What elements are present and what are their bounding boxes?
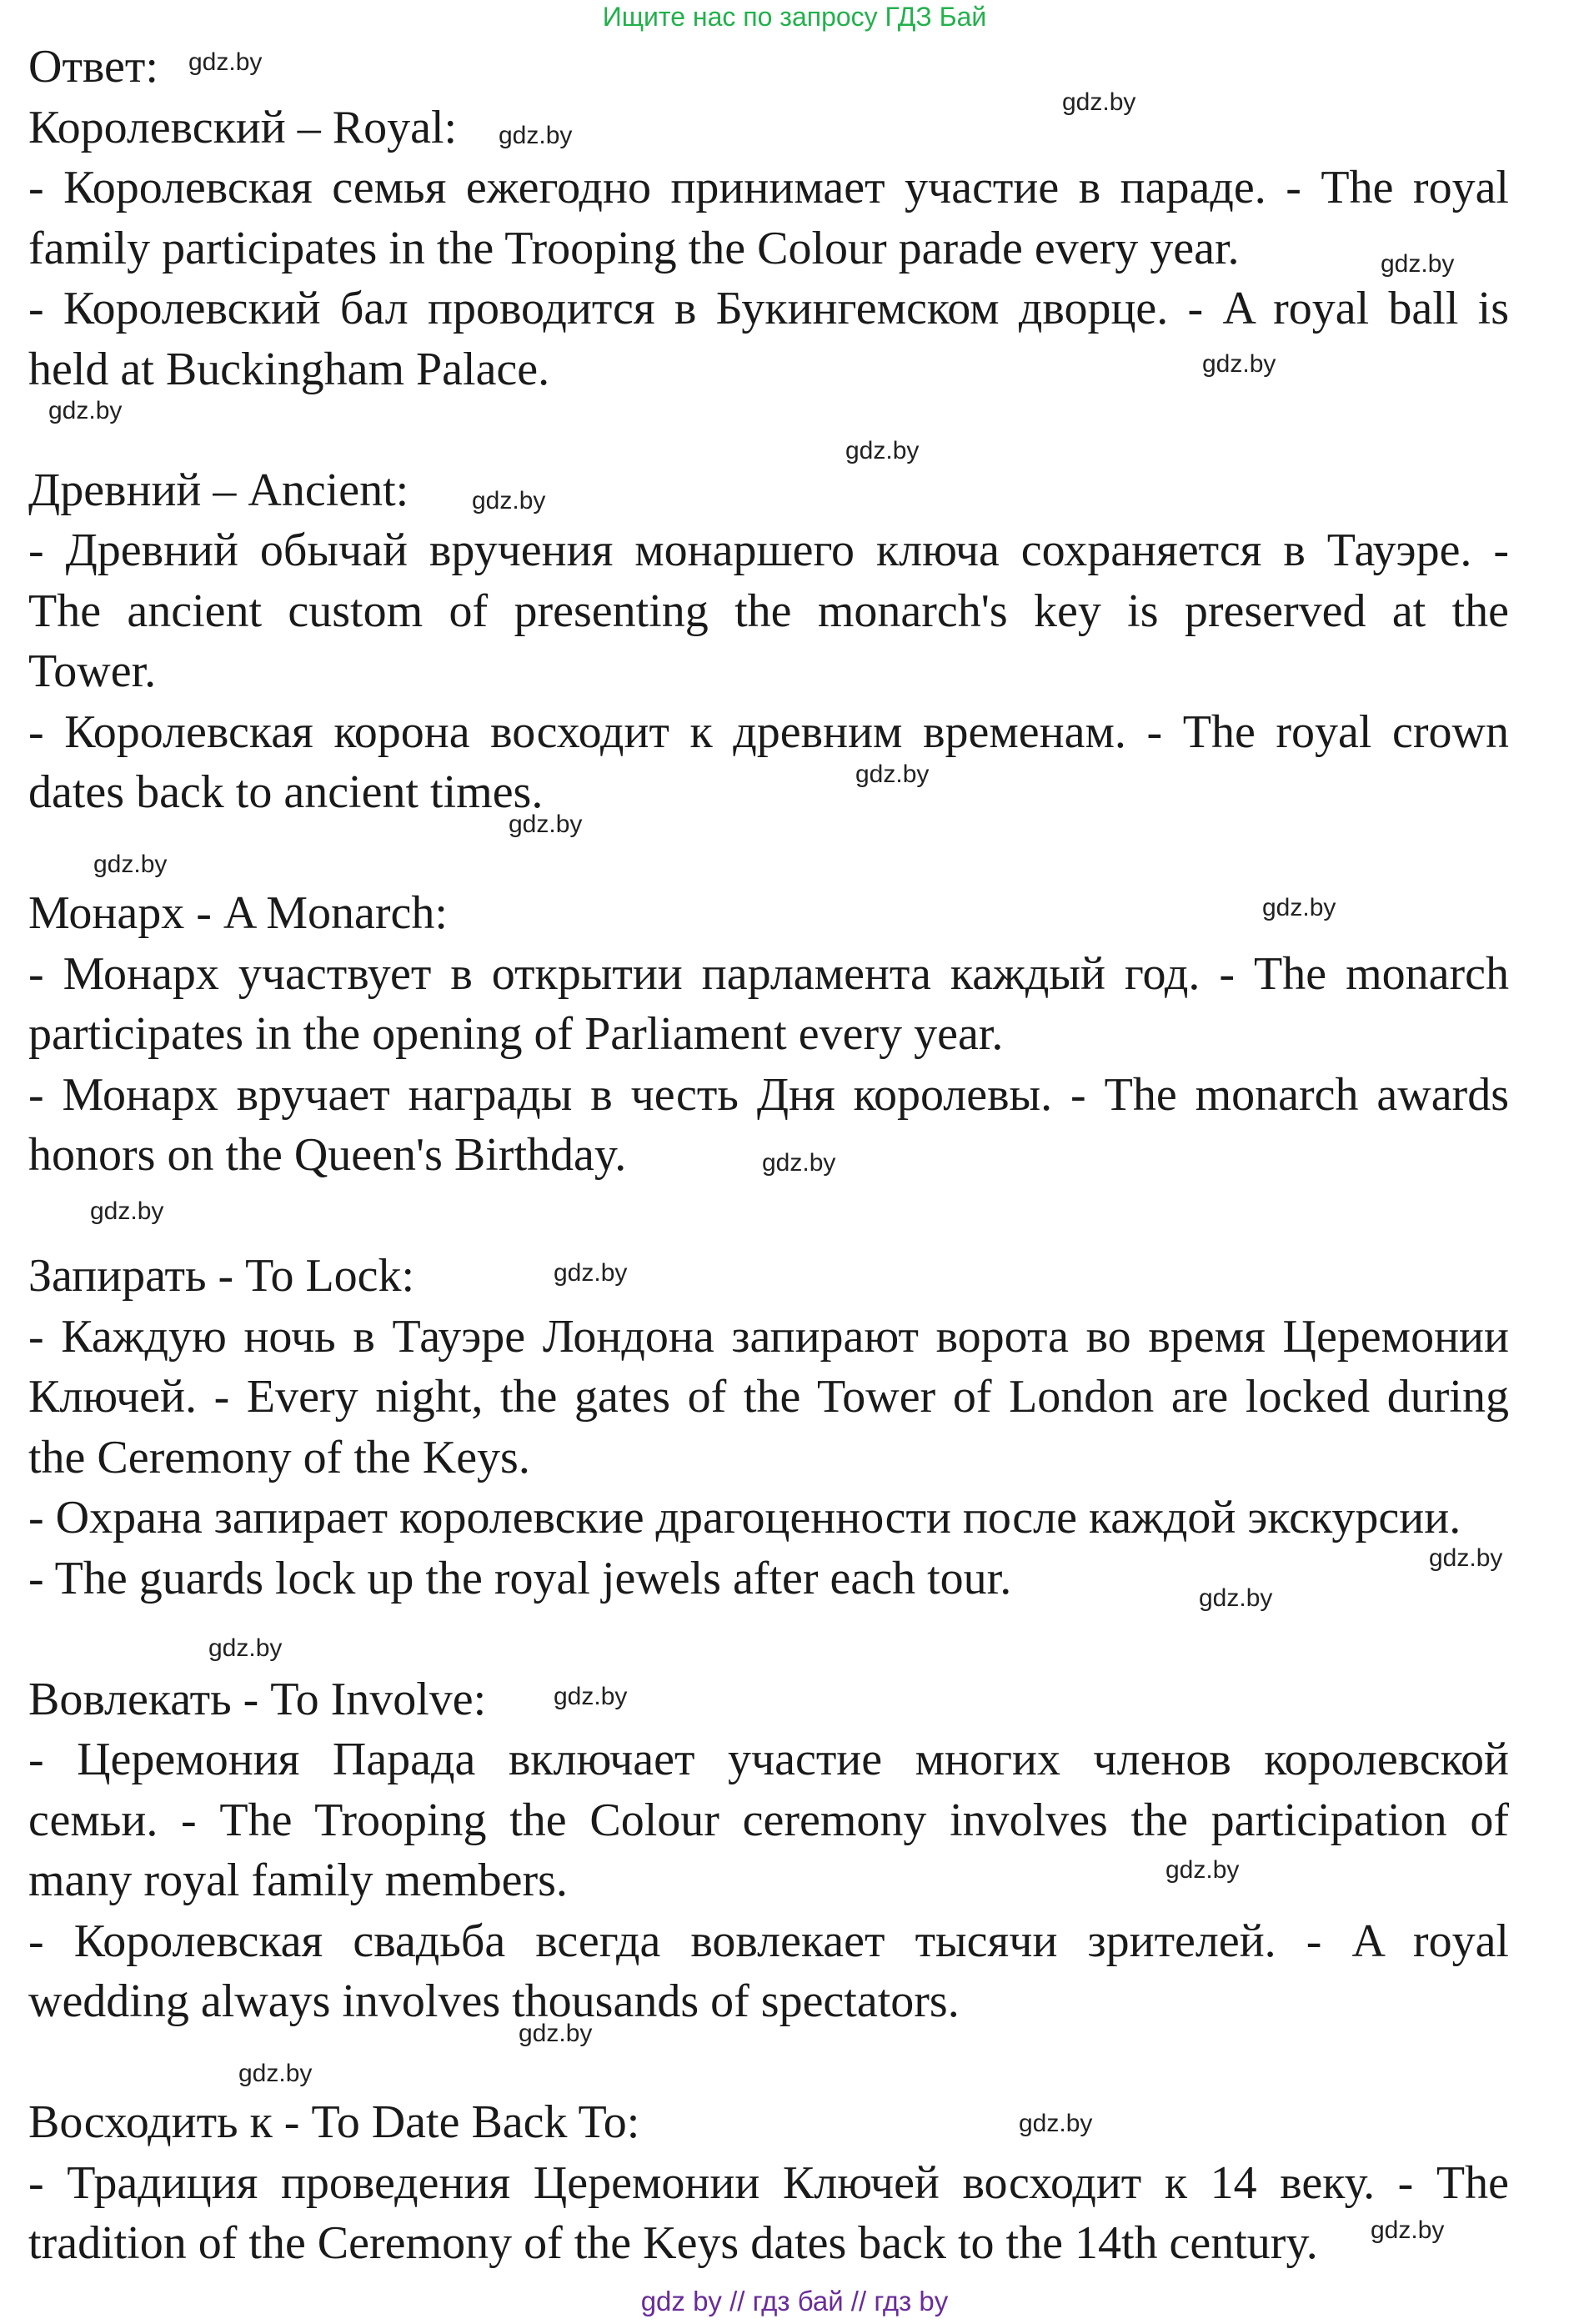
text-line: Ключей. - Every night, the gates of the Tower of London are locked during — [28, 1371, 1509, 1423]
watermark: gdz.by — [1262, 894, 1336, 921]
text-line: - Каждую ночь в Тауэре Лондона запирают ворота во время Церемонии — [28, 1310, 1509, 1363]
text-line: tradition of the Ceremony of the Keys dates back to the 14th century. — [28, 2217, 1318, 2269]
section-heading-monarch: Монарх - A Monarch: — [28, 887, 448, 939]
answer-heading: Ответ: — [28, 41, 158, 93]
watermark: gdz.by — [90, 1197, 164, 1225]
text-line: - The guards lock up the royal jewels after each tour. — [28, 1552, 1012, 1604]
section-heading-royal: Королевский – Royal: — [28, 101, 458, 153]
text-line: - Традиция проведения Церемонии Ключей восходит к 14 веку. - The — [28, 2156, 1509, 2209]
watermark: gdz.by — [1429, 1544, 1503, 1572]
watermark: gdz.by — [509, 811, 583, 838]
watermark: gdz.by — [855, 760, 930, 788]
text-line: the Ceremony of the Keys. — [28, 1431, 530, 1483]
watermark: gdz.by — [499, 122, 573, 149]
watermark: gdz.by — [93, 851, 168, 878]
watermark: gdz.by — [1202, 350, 1276, 378]
watermark: gdz.by — [1381, 250, 1455, 278]
text-line: dates back to ancient times. — [28, 766, 544, 818]
text-line: family participates in the Trooping the Colour parade every year. — [28, 222, 1240, 274]
text-line: - Охрана запирает королевские драгоценности после каждой экскурсии. — [28, 1492, 1461, 1543]
section-heading-involve: Вовлекать - To Involve: — [28, 1673, 487, 1725]
text-line: held at Buckingham Palace. — [28, 343, 550, 395]
text-line: - Древний обычай вручения монаршего ключа сохраняется в Тауэре. - — [28, 525, 1509, 576]
watermark: gdz.by — [238, 2060, 313, 2087]
watermark: gdz.by — [762, 1149, 836, 1177]
text-line: participates in the opening of Parliament every year. — [28, 1008, 1004, 1060]
watermark: gdz.by — [208, 1634, 283, 1662]
text-line: wedding always involves thousands of spectators. — [28, 1975, 960, 2027]
footer: gdz by // гдз бай // гдз by — [640, 2286, 949, 2316]
text-line: - Монарх вручает награды в честь Дня королевы. - The monarch awards — [28, 1068, 1509, 1121]
watermark: gdz.by — [1062, 88, 1136, 116]
watermark: gdz.by — [1199, 1584, 1273, 1612]
watermark: gdz.by — [554, 1259, 628, 1287]
text-line: - Церемония Парада включает участие многих членов королевской — [28, 1734, 1509, 1785]
text-line: - Королевская свадьба всегда вовлекает тысячи зрителей. - A royal — [28, 1915, 1509, 1967]
watermark: gdz.by — [554, 1683, 628, 1710]
text-line: семьи. - The Trooping the Colour ceremony involves the participation of — [28, 1794, 1509, 1846]
watermark: gdz.by — [845, 437, 920, 464]
text-line: - Королевский бал проводится в Букингемском дворце. - A royal ball is — [28, 283, 1509, 334]
text-line: many royal family members. — [28, 1855, 568, 1906]
watermark: gdz.by — [188, 48, 263, 76]
watermark: gdz.by — [1019, 2110, 1093, 2137]
watermark: gdz.by — [519, 2020, 593, 2047]
top-banner: Ищите нас по запросу ГДЗ Бай — [602, 2, 987, 32]
section-heading-lock: Запирать - To Lock: — [28, 1250, 415, 1302]
spacer — [28, 399, 1509, 460]
section-heading-date-back: Восходить к - To Date Back To: — [28, 2096, 640, 2148]
text-line: Tower. — [28, 645, 157, 697]
watermark: gdz.by — [1371, 2216, 1445, 2244]
watermark: gdz.by — [48, 397, 123, 424]
text-line: - Королевская корона восходит к древним временам. - The royal crown — [28, 705, 1509, 758]
watermark: gdz.by — [1165, 1856, 1240, 1884]
text-line: honors on the Queen's Birthday. — [28, 1129, 627, 1181]
watermark: gdz.by — [472, 487, 546, 514]
spacer — [28, 1186, 1509, 1247]
text-line: The ancient custom of presenting the monarch's key is preserved at the — [28, 585, 1509, 637]
spacer — [28, 823, 1509, 884]
text-line: - Монарх участвует в открытии парламента каждый год. - The monarch — [28, 947, 1509, 1000]
section-heading-ancient: Древний – Ancient: — [28, 464, 409, 516]
text-line: - Королевская семья ежегодно принимает участие в параде. - The royal — [28, 162, 1509, 213]
